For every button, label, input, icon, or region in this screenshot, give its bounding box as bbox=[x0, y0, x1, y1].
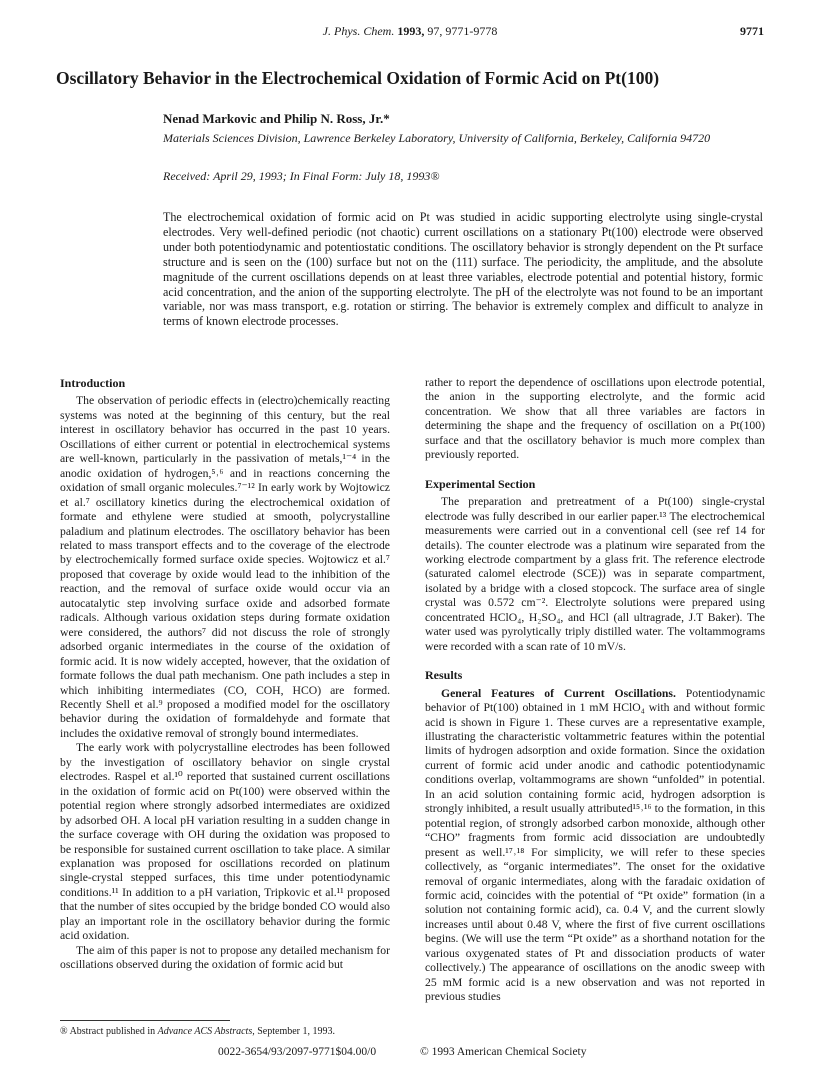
journal-citation bbox=[0, 24, 820, 39]
copyright: © 1993 American Chemical Society bbox=[420, 1046, 587, 1058]
paragraph bbox=[425, 687, 765, 1005]
article-code: 0022-3654/93/2097-9771$04.00/0 bbox=[218, 1046, 377, 1058]
paragraph: The preparation and pretreatment of a Pt(100) single-crystal electrode was fully described in our earlier paper.¹³ The electrochemical measurements were carried out in a conventional cell (see ref 14 for details). The counter electrode was a platinum wire separated from the working electrode compartment by a glass frit. The reference electrode (saturated calomel electrode (SCE)) was in separate compartment, isolated by a bridge with a closed stopcock. The surface area of single crystal was 0.572 cm⁻². Electrolyte solutions were prepared using concentrated HClO₄, H₂SO₄, and HCl (all ultragrade, J.T Baker). The water used was pyrolytically triply distilled water. The voltammograms were recorded with a scan rate of 10 mV/s. bbox=[425, 495, 765, 653]
journal-name: J. Phys. Chem. bbox=[322, 24, 395, 38]
section-heading-experimental: Experimental Section bbox=[425, 476, 536, 491]
footnote-lead: Abstract published in bbox=[69, 1026, 156, 1037]
paragraph: rather to report the dependence of oscillations upon electrode potential, the anion in the supporting electrolyte, and the formic acid concentration. We show that all three variables are factors in determining the shape and the frequency of oscillation on a Pt(100) surface and that the oscillatory behavior is much more complex than previously reported. bbox=[425, 376, 765, 462]
paragraph: The early work with polycrystalline electrodes has been followed by the investigation of oscillatory behavior on single crystal electrodes. Raspel et al.¹⁰ reported that sustained current oscillations in the oxidation of formic acid on Pt(100) were observed within the potential region where strongly adsorbed intermediates are oxidized by adsorbed OH. A local pH variation resulting in a sudden change in the surface coverage with OH during the oxidation was proposed to be responsible for sustained current oscillation to take place. A similar explanation was proposed for oscillations recorded on platinum single-crystal stepped surfaces, this time under potentiodynamic conditions.¹¹ In addition to a pH variation, Tripkovic et al.¹¹ proposed that the number of sites occupied by the bridge bonded CO would also play an important role in the oscillatory behavior during the formic acid oxidation. bbox=[60, 741, 390, 943]
footnote bbox=[60, 1026, 335, 1037]
paper-title: Oscillatory Behavior in the Electrochemical Oxidation of Formic Acid on Pt(100) bbox=[56, 68, 660, 88]
paragraph: The aim of this paper is not to propose any detailed mechanism for oscillations observed during the oxidation of formic acid but bbox=[60, 943, 390, 972]
right-column bbox=[425, 376, 765, 1005]
footnote-symbol: ® bbox=[60, 1026, 68, 1037]
volume-pages: 97, 9771-9778 bbox=[427, 24, 498, 38]
authors: Nenad Markovic and Philip N. Ross, Jr.* bbox=[163, 111, 390, 126]
journal-year: 1993, bbox=[397, 24, 425, 38]
footnote-source: Advance ACS Abstracts, bbox=[157, 1026, 255, 1037]
received-dates: Received: April 29, 1993; In Final Form: July 18, 1993® bbox=[163, 169, 440, 183]
paragraph: The observation of periodic effects in (electro)chemically reacting systems was noted at the beginning of this century, but the real interest in oscillatory behavior has occurred in the past 10 years. Oscillations of either current or potential in electrochemical systems are well-known, particularly in the passivation of metals,¹⁻⁴ in the anodic oxidation of hydrogen,⁵˒⁶ and in reactions concerning the oxidation of small organic molecules.⁷⁻¹² In early work by Wojtowicz et al.⁷ oscillatory kinetics during the electrochemical oxidation of formate and ethylene were studied at smooth, polycrystalline paladium and platinum electrodes. The oscillatory behavior has been related to mass transport effects and to the coverage of the electrode by electrochemically formed surface oxide species. Wojtowicz et al.⁷ proposed that coverage by oxide would lead to the inhibition of the reaction, and the removal of surface oxide would occur via an autocatalytic step involving surface oxide and adsorbed formate radicals. Although various oxidation steps during formate oxidation were considered, the authors⁷ did not discuss the role of strongly adsorbed organic intermediates in the course of the oxidation of formic acid. It is now widely accepted, however, that the oxidation of formate follows the dual path mechanism. One path includes a step in which inhibiting intermediates (CO, COH, HCO) are formed. Recently Shell et al.⁹ proposed a modified model for the oscillatory behavior during the oxidation of formaldehyde and formate that includes the oxidative removal of strongly bound intermediates. bbox=[60, 394, 390, 740]
paragraph-text: Potentiodynamic behavior of Pt(100) obtained in 1 mM HClO₄ with and without formic acid is shown in Figure 1. These curves are a representative example, illustrating the characteristic voltammetric features within the potential limits of hydrogen adsorption and oxide formation. Since the oxidation current of formic acid under anodic and cathodic potentiodynamic conditions overlap, voltammograms are shown “unfolded” in potential. In an acid solution containing formic acid, hydrogen adsorption is strongly inhibited, a result usually attributed¹⁵˒¹⁶ to the formation, in this potential region, of strongly adsorbed carbon monoxide, although other “CHO” fragments from formic acid dissociation are undoubtedly present as well.¹⁷˒¹⁸ For simplicity, we will refer to these species collectively, as “organic intermediates”. The onset for the oxidative removal of organic intermediates, along with the faradaic oxidation of formic acid, coincides with the potential of “Pt oxide” formation (in a solution not containing formic acid), ca. 0.4 V, and the current slowly increases until about 0.48 V, where the first of five current oscillations begins. (We will use the term “Pt oxide” as a shorthand notation for the various oxygenated states of Pt and dissociation products of water collectively.) The appearance of oscillations on the anodic sweep with 25 mM formic acid is a new observation and was not reported in previous studies bbox=[425, 686, 766, 1004]
left-column bbox=[60, 376, 390, 973]
running-head bbox=[0, 24, 820, 40]
section-heading-introduction: Introduction bbox=[60, 376, 126, 390]
section-heading-results: Results bbox=[425, 668, 463, 683]
run-in-heading: General Features of Current Oscillations. bbox=[441, 686, 676, 700]
footnote-rule bbox=[60, 1020, 230, 1021]
affiliation: Materials Sciences Division, Lawrence Berkeley Laboratory, University of California, Berkeley, California 94720 bbox=[163, 131, 711, 145]
abstract: The electrochemical oxidation of formic acid on Pt was studied in acidic supporting electrolyte using single-crystal electrodes. Very well-defined periodic (not chaotic) current oscillations on a stationary Pt(100) electrode were observed under both potentiodynamic and potentiostatic conditions. The oscillatory behavior is strongly dependent on the Pt surface structure and is seen on the (100) surface but not on the (111) surface. The periodicity, the amplitude, and the absolute magnitude of the current oscillations depends on at least three variables, electrode potential and potential history, formic acid concentration, and the anion of the supporting electrolyte. The pH of the electrolyte was not found to be an important variable, nor was mass transport, e.g. rotation or stirring. The behavior is extremely complex and difficult to analyze in terms of known electrode processes. bbox=[163, 210, 763, 329]
page-number: 9771 bbox=[740, 24, 764, 38]
footnote-date: September 1, 1993. bbox=[257, 1026, 335, 1037]
